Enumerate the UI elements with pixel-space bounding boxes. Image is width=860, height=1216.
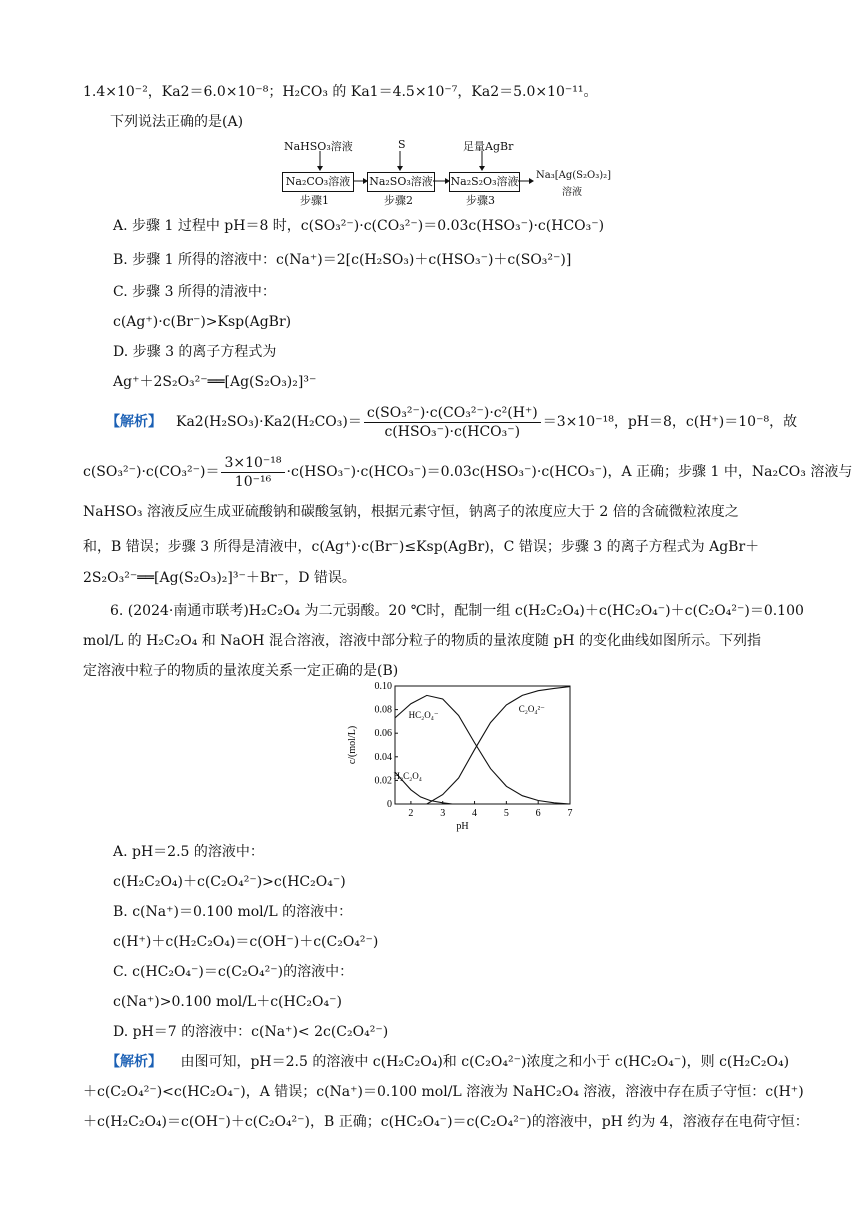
q6-option-b: B. c(Na⁺)＝0.100 mol/L 的溶液中： [113, 904, 353, 920]
y-tick-label: 0.10 [374, 681, 392, 692]
analysis5-part-a: Ka2(H₂SO₃)·Ka2(H₂CO₃)＝ [176, 414, 362, 430]
x-tick-label: 5 [503, 808, 509, 819]
q6-option-a: A. pH＝2.5 的溶液中： [113, 844, 264, 860]
q6-analysis-line3: ＋c(H₂C₂O₄)＝c(OH⁻)＋c(C₂O₄²⁻)，B 正确；c(HC₂O₄⁻)＝c(C₂O₄²⁻)的溶液中，pH 约为 4，溶液存在电荷守恒： [83, 1114, 809, 1130]
series-label: C₂O₄²⁻ [518, 703, 545, 714]
reagent1-label: NaHSO₃溶液 [284, 140, 353, 153]
q6-option-d: D. pH＝7 的溶液中：c(Na⁺)< 2c(C₂O₄²⁻) [113, 1024, 389, 1040]
analysis5-fraction-2 [221, 454, 284, 491]
x-tick-label: 4 [472, 808, 478, 819]
y-tick-label: 0 [387, 799, 392, 810]
q5-analysis-line4: 和，B 错误；步骤 3 所得是清液中，c(Ag⁺)·c(Br⁻)≤Ksp(AgBr)，C 错误；步骤 3 的离子方程式为 AgBr＋ [83, 539, 760, 555]
reagent3-label: 足量AgBr [463, 140, 514, 153]
x-tick-label: 6 [535, 808, 541, 819]
step1-label: 步骤1 [300, 194, 329, 207]
analysis5-part-c: c(SO₃²⁻)·c(CO₃²⁻)＝ [83, 464, 220, 480]
step2-label: 步骤2 [384, 194, 413, 207]
q6-analysis-line1 [106, 1052, 789, 1072]
q5-option-d: D. 步骤 3 的离子方程式为 [113, 344, 277, 360]
reagent2-label: S [398, 138, 406, 151]
analysis5-fraction-1 [364, 404, 541, 441]
q5-analysis-line1 [106, 400, 797, 444]
step3-label: 步骤3 [466, 194, 495, 207]
product-label: Na₃[Ag(S₂O₃)₂] [536, 170, 612, 181]
q6-option-c: C. c(HC₂O₄⁻)＝c(C₂O₄²⁻)的溶液中： [113, 964, 354, 980]
analysis5-part-b: ＝3×10⁻¹⁸，pH＝8，c(H⁺)＝10⁻⁸，故 [542, 414, 798, 430]
q5-analysis-line5: 2S₂O₃²⁻══[Ag(S₂O₃)₂]³⁻＋Br⁻，D 错误。 [83, 570, 356, 586]
y-axis-label: c/(mol/L) [347, 725, 358, 765]
q6-stem-line3: 定溶液中粒子的物质的量浓度关系一定正确的是(B) [83, 663, 399, 679]
series-label: H₂C₂O₄ [393, 771, 422, 782]
x-tick-label: 2 [408, 808, 414, 819]
y-tick-label: 0.04 [374, 751, 392, 763]
q6-option-c-expr: c(Na⁺)>0.100 mol/L＋c(HC₂O₄⁻) [113, 994, 342, 1010]
q5-analysis-line2 [83, 450, 852, 494]
analysis6-part-a: 由图可知，pH＝2.5 的溶液中 c(H₂C₂O₄)和 c(C₂O₄²⁻)浓度之和小于 c(HC₂O₄⁻)，则 c(H₂C₂O₄) [180, 1054, 790, 1070]
fraction1-denominator: c(HSO₃⁻)·c(HCO₃⁻) [384, 423, 521, 440]
q6-option-b-expr: c(H⁺)＋c(H₂C₂O₄)＝c(OH⁻)＋c(C₂O₄²⁻) [113, 934, 379, 950]
fraction2-denominator: 10⁻¹⁶ [234, 473, 272, 490]
flow-diagram [270, 136, 630, 206]
y-tick-label: 0.02 [374, 775, 392, 787]
q6-analysis-line2: ＋c(C₂O₄²⁻)<c(HC₂O₄⁻)，A 错误；c(Na⁺)＝0.100 mol/L 溶液为 NaHC₂O₄ 溶液，溶液中存在质子守恒：c(H⁺) [83, 1084, 804, 1100]
q5-option-d-expr: Ag⁺＋2S₂O₃²⁻══[Ag(S₂O₃)₂]³⁻ [113, 374, 317, 390]
q6-stem-line1: 6. (2024·南通市联考)H₂C₂O₄ 为二元弱酸。20 ℃时，配制一组 c(H₂C₂O₄)＋c(HC₂O₄⁻)＋c(C₂O₄²⁻)＝0.100 [110, 603, 804, 619]
flow-box-na2so3: Na₂SO₃溶液 [367, 172, 435, 192]
analysis-label-6: 【解析】 [106, 1054, 162, 1070]
series-label: HC₂O₄⁻ [408, 709, 439, 720]
fraction1-numerator: c(SO₃²⁻)·c(CO₃²⁻)·c²(H⁺) [364, 404, 541, 423]
q6-option-a-expr: c(H₂C₂O₄)＋c(C₂O₄²⁻)>c(HC₂O₄⁻) [113, 874, 346, 890]
q6-stem-line2: mol/L 的 H₂C₂O₄ 和 NaOH 混合溶液，溶液中部分粒子的物质的量浓度随 pH 的变化曲线如图所示。下列指 [83, 633, 762, 649]
q5-analysis-line3: NaHSO₃ 溶液反应生成亚硫酸钠和碳酸氢钠，根据元素守恒，钠离子的浓度应大于 2 倍的含硫微粒浓度之 [83, 504, 739, 520]
y-tick-label: 0.08 [374, 704, 392, 716]
ka-constants-line: 1.4×10⁻²，Ka2＝6.0×10⁻⁸；H₂CO₃ 的 Ka1＝4.5×10⁻⁷，Ka2＝5.0×10⁻¹¹。 [83, 84, 598, 100]
q5-option-a: A. 步骤 1 过程中 pH＝8 时，c(SO₃²⁻)·c(CO₃²⁻)＝0.03c(HSO₃⁻)·c(HCO₃⁻) [113, 218, 605, 234]
y-tick-label: 0.06 [374, 728, 392, 740]
x-tick-label: 7 [567, 808, 573, 819]
q5-option-c-expr: c(Ag⁺)·c(Br⁻)>Ksp(AgBr) [113, 314, 292, 330]
concentration-ph-chart [340, 678, 580, 838]
x-axis-label: pH [456, 821, 469, 832]
fraction2-numerator: 3×10⁻¹⁸ [221, 454, 284, 473]
x-tick-label: 3 [440, 808, 446, 819]
question5-prompt: 下列说法正确的是(A) [110, 114, 244, 130]
flow-box-na2co3: Na₂CO₃溶液 [282, 172, 354, 192]
analysis-label: 【解析】 [106, 414, 162, 430]
q5-option-c: C. 步骤 3 所得的清液中： [113, 284, 276, 300]
flow-box-na2s2o3: Na₂S₂O₃溶液 [449, 172, 520, 192]
product-label-2: 溶液 [562, 187, 582, 198]
analysis5-part-d: ·c(HSO₃⁻)·c(HCO₃⁻)＝0.03c(HSO₃⁻)·c(HCO₃⁻)，A 正确；步骤 1 中，Na₂CO₃ 溶液与 [286, 464, 853, 480]
q5-option-b: B. 步骤 1 所得的溶液中：c(Na⁺)＝2[c(H₂SO₃)＋c(HSO₃⁻)＋c(SO₃²⁻)] [113, 252, 572, 268]
